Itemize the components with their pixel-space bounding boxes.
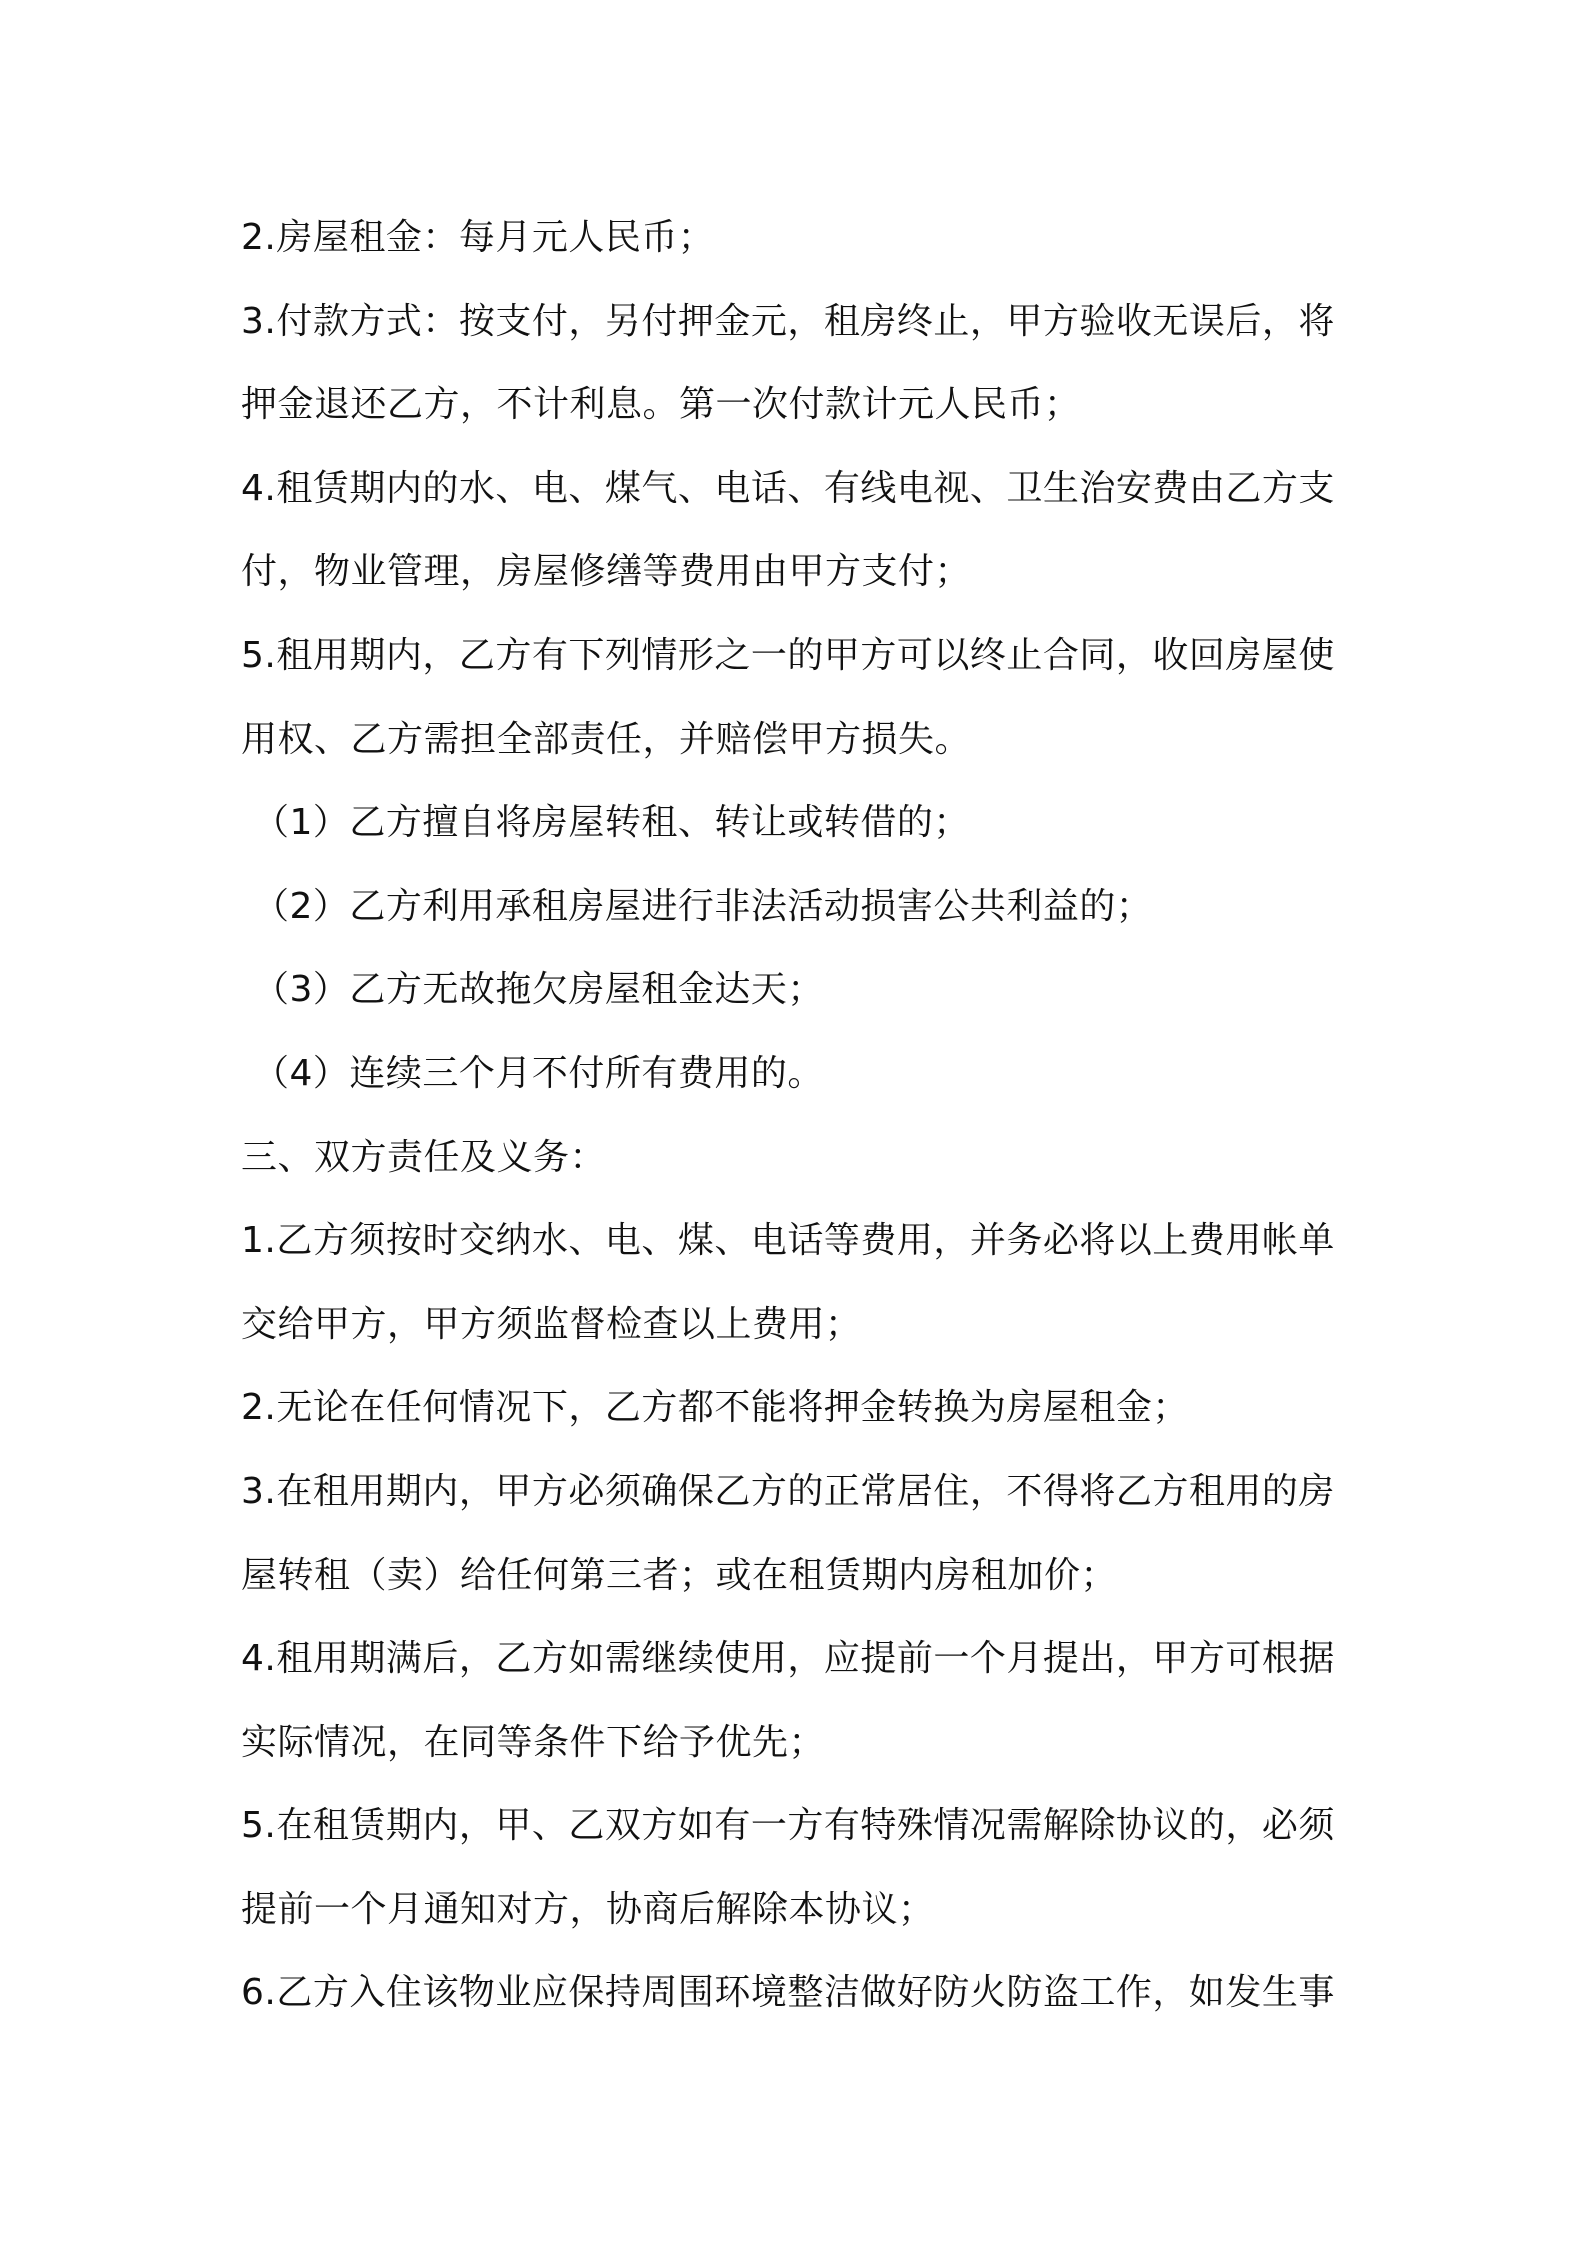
text-line: 交给甲方，甲方须监督检查以上费用； xyxy=(241,1303,862,1345)
text-line: 1.乙方须按时交纳水、电、煤、电话等费用，并务必将以上费用帐单 xyxy=(241,1220,1335,1262)
list-item: （4）连续三个月不付所有费用的。 xyxy=(253,1052,824,1094)
text-line: 2.房屋租金：每月元人民币； xyxy=(241,217,715,258)
text-line: 押金退还乙方，不计利息。第一次付款计元人民币； xyxy=(241,384,1081,426)
text-line: 6.乙方入住该物业应保持周围环境整洁做好防火防盗工作，如发生事 xyxy=(241,1972,1335,2014)
text-line: 3.在租用期内，甲方必须确保乙方的正常居住，不得将乙方租用的房 xyxy=(241,1470,1335,1512)
list-item: （2）乙方利用承租房屋进行非法活动损害公共利益的； xyxy=(253,885,1153,927)
text-line: 屋转租（卖）给任何第三者；或在租赁期内房租加价； xyxy=(241,1554,1118,1596)
text-line: 付，物业管理，房屋修缮等费用由甲方支付； xyxy=(241,551,972,593)
text-line: 提前一个月通知对方，协商后解除本协议； xyxy=(241,1888,935,1930)
text-line: 4.租赁期内的水、电、煤气、电话、有线电视、卫生治安费由乙方支 xyxy=(241,467,1335,509)
list-item: （1）乙方擅自将房屋转租、转让或转借的； xyxy=(253,802,970,844)
list-item: （3）乙方无故拖欠房屋租金达天； xyxy=(253,969,824,1011)
text-line: 5.在租赁期内，甲、乙双方如有一方有特殊情况需解除协议的，必须 xyxy=(241,1805,1335,1847)
text-line: 5.租用期内，乙方有下列情形之一的甲方可以终止合同，收回房屋使 xyxy=(241,634,1335,676)
text-line: 4.租用期满后，乙方如需继续使用，应提前一个月提出，甲方可根据 xyxy=(241,1638,1335,1680)
text-line: 2.无论在任何情况下，乙方都不能将押金转换为房屋租金； xyxy=(241,1387,1189,1429)
text-line: 3.付款方式：按支付，另付押金元，租房终止，甲方验收无误后，将 xyxy=(241,300,1335,342)
text-line: 实际情况，在同等条件下给予优先； xyxy=(241,1721,826,1763)
document-body xyxy=(241,196,1361,2035)
section-heading: 三、双方责任及义务： xyxy=(241,1136,607,1178)
text-line: 用权、乙方需担全部责任，并赔偿甲方损失。 xyxy=(241,718,972,760)
